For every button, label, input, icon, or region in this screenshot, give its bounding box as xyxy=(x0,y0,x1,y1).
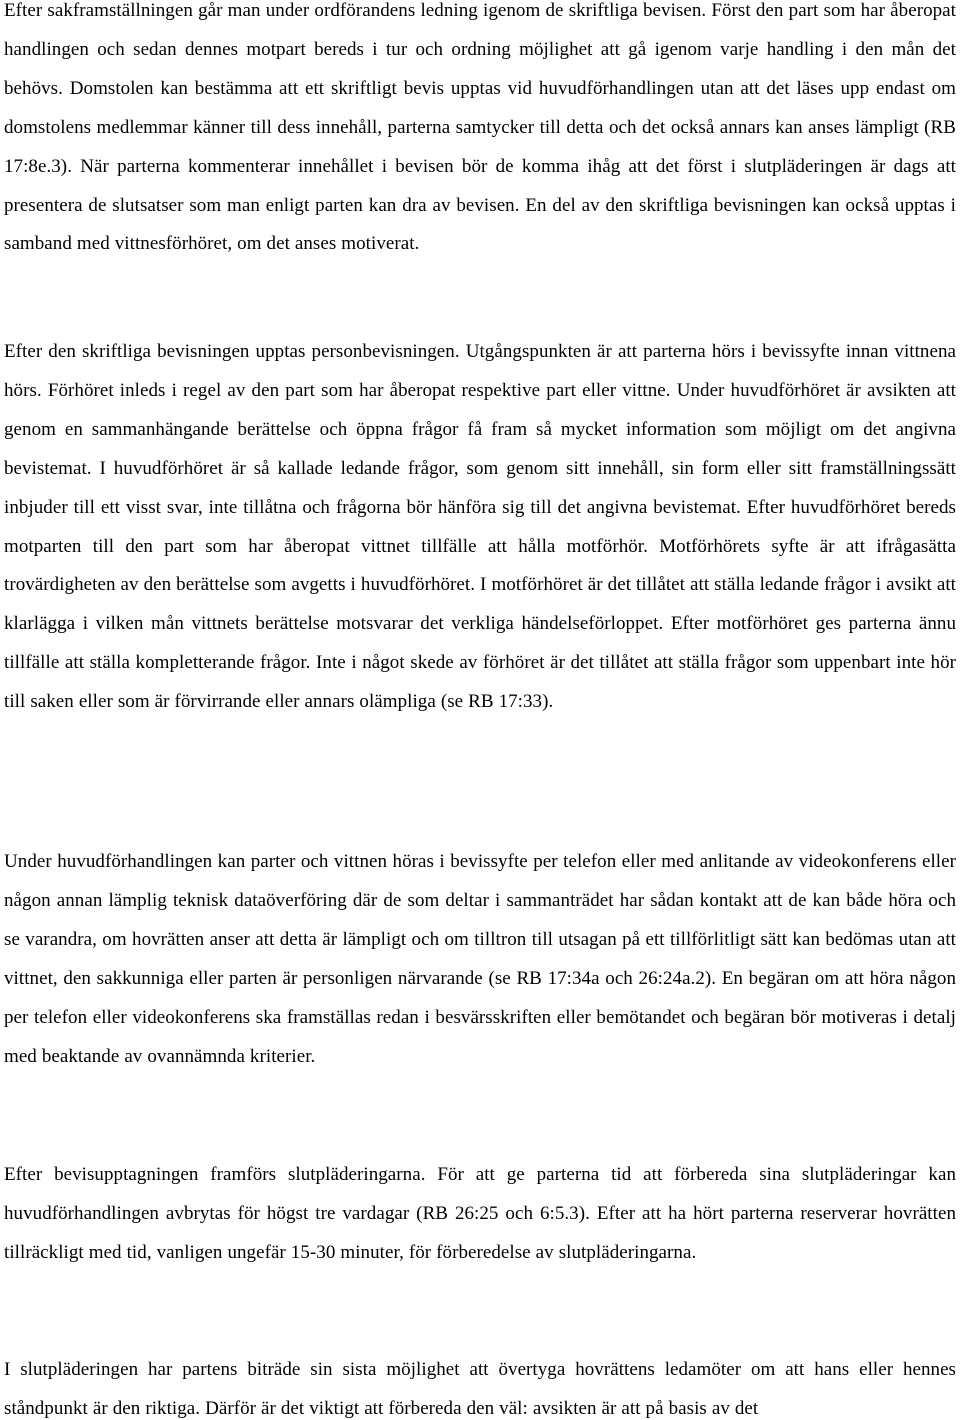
paragraph-closing-argument-purpose: I slutpläderingen har partens biträde sin sista möjlighet att övertyga hovrättens ledamöter om att hans eller hennes ståndpunkt är den riktiga. Därför är det viktigt att förbereda den väl: avsikten är att på basis av det xyxy=(4,1359,956,1419)
paragraph-personal-evidence: Efter den skriftliga bevisningen upptas personbevisningen. Utgångspunkten är att parterna hörs i bevissyfte innan vittnena hörs. Förhöret inleds i regel av den part som har åberopat respektive part eller vittne. Under huvudförhöret är avsikten att genom en sammanhängande berättelse och öppna frågor få fram så mycket information som möjligt om det angivna bevistemat. I huvudförhöret är så kallade ledande frågor, som genom sitt innehåll, sin form eller sitt framställningssätt inbjuder till ett visst svar, inte tillåtna och frågorna bör hänföra sig till det angivna bevistemat. Efter huvudförhöret bereds motparten till den part som har åberopat vittnet tillfälle att hålla motförhör. Motförhörets syfte är att ifrågasätta trovärdigheten av den berättelse som avgetts i huvudförhöret. I motförhöret är det tillåtet att ställa ledande frågor i avsikt att klarlägga i vilken mån vittnets berättelse motsvarar det verkliga händelseförloppet. Efter motförhöret ges parterna ännu tillfälle att ställa kompletterande frågor. Inte i något skede av förhöret är det tillåtet att ställa frågor som uppenbart inte hör till saken eller som är förvirrande eller annars olämpliga (se RB 17:33). xyxy=(4,341,956,713)
paragraph-closing-arguments: Efter bevisupptagningen framförs slutpläderingarna. För att ge parterna tid att förbereda sina slutpläderingar kan huvudförhandlingen avbrytas för högst tre vardagar (RB 26:25 och 6:5.3). Efter att ha hört parterna reserverar hovrätten tillräckligt med tid, vanligen ungefär 15-30 minuter, för förberedelse av slutpläderingarna. xyxy=(4,1164,956,1263)
paragraph-written-evidence: Efter sakframställningen går man under ordförandens ledning igenom de skriftliga bevisen. Först den part som har åberopat handlingen och sedan dennes motpart bereds i tur och ordning möjlighet att gå igenom varje handling i den mån det behövs. Domstolen kan bestämma att ett skriftligt bevis upptas vid huvudförhandlingen utan att det läses upp endast om domstolens medlemmar känner till dess innehåll, parterna samtycker till detta och det också annars kan anses lämpligt (RB 17:8e.3). När parterna kommenterar innehållet i bevisen bör de komma ihåg att det först i slutpläderingen är dags att presentera de slutsatser som man enligt parten kan dra av bevisen. En del av den skriftliga bevisningen kan också upptas i samband med vittnesförhöret, om det anses motiverat. xyxy=(4,0,956,255)
paragraph-remote-hearing: Under huvudförhandlingen kan parter och vittnen höras i bevissyfte per telefon eller med anlitande av videokonferens eller någon annan lämplig teknisk dataöverföring där de som deltar i sammanträdet har sådan kontakt att de kan både höra och se varandra, om hovrätten anser att detta är lämpligt och om tilltron till utsagan på ett tillförlitligt sätt kan bedömas utan att vittnet, den sakkunniga eller parten är personligen närvarande (se RB 17:34a och 26:24a.2). En begäran om att höra någon per telefon eller videokonferens ska framställas redan i besvärsskriften eller bemötandet och begäran bör motiveras i detalj med beaktande av ovannämnda kriterier. xyxy=(4,851,956,1067)
